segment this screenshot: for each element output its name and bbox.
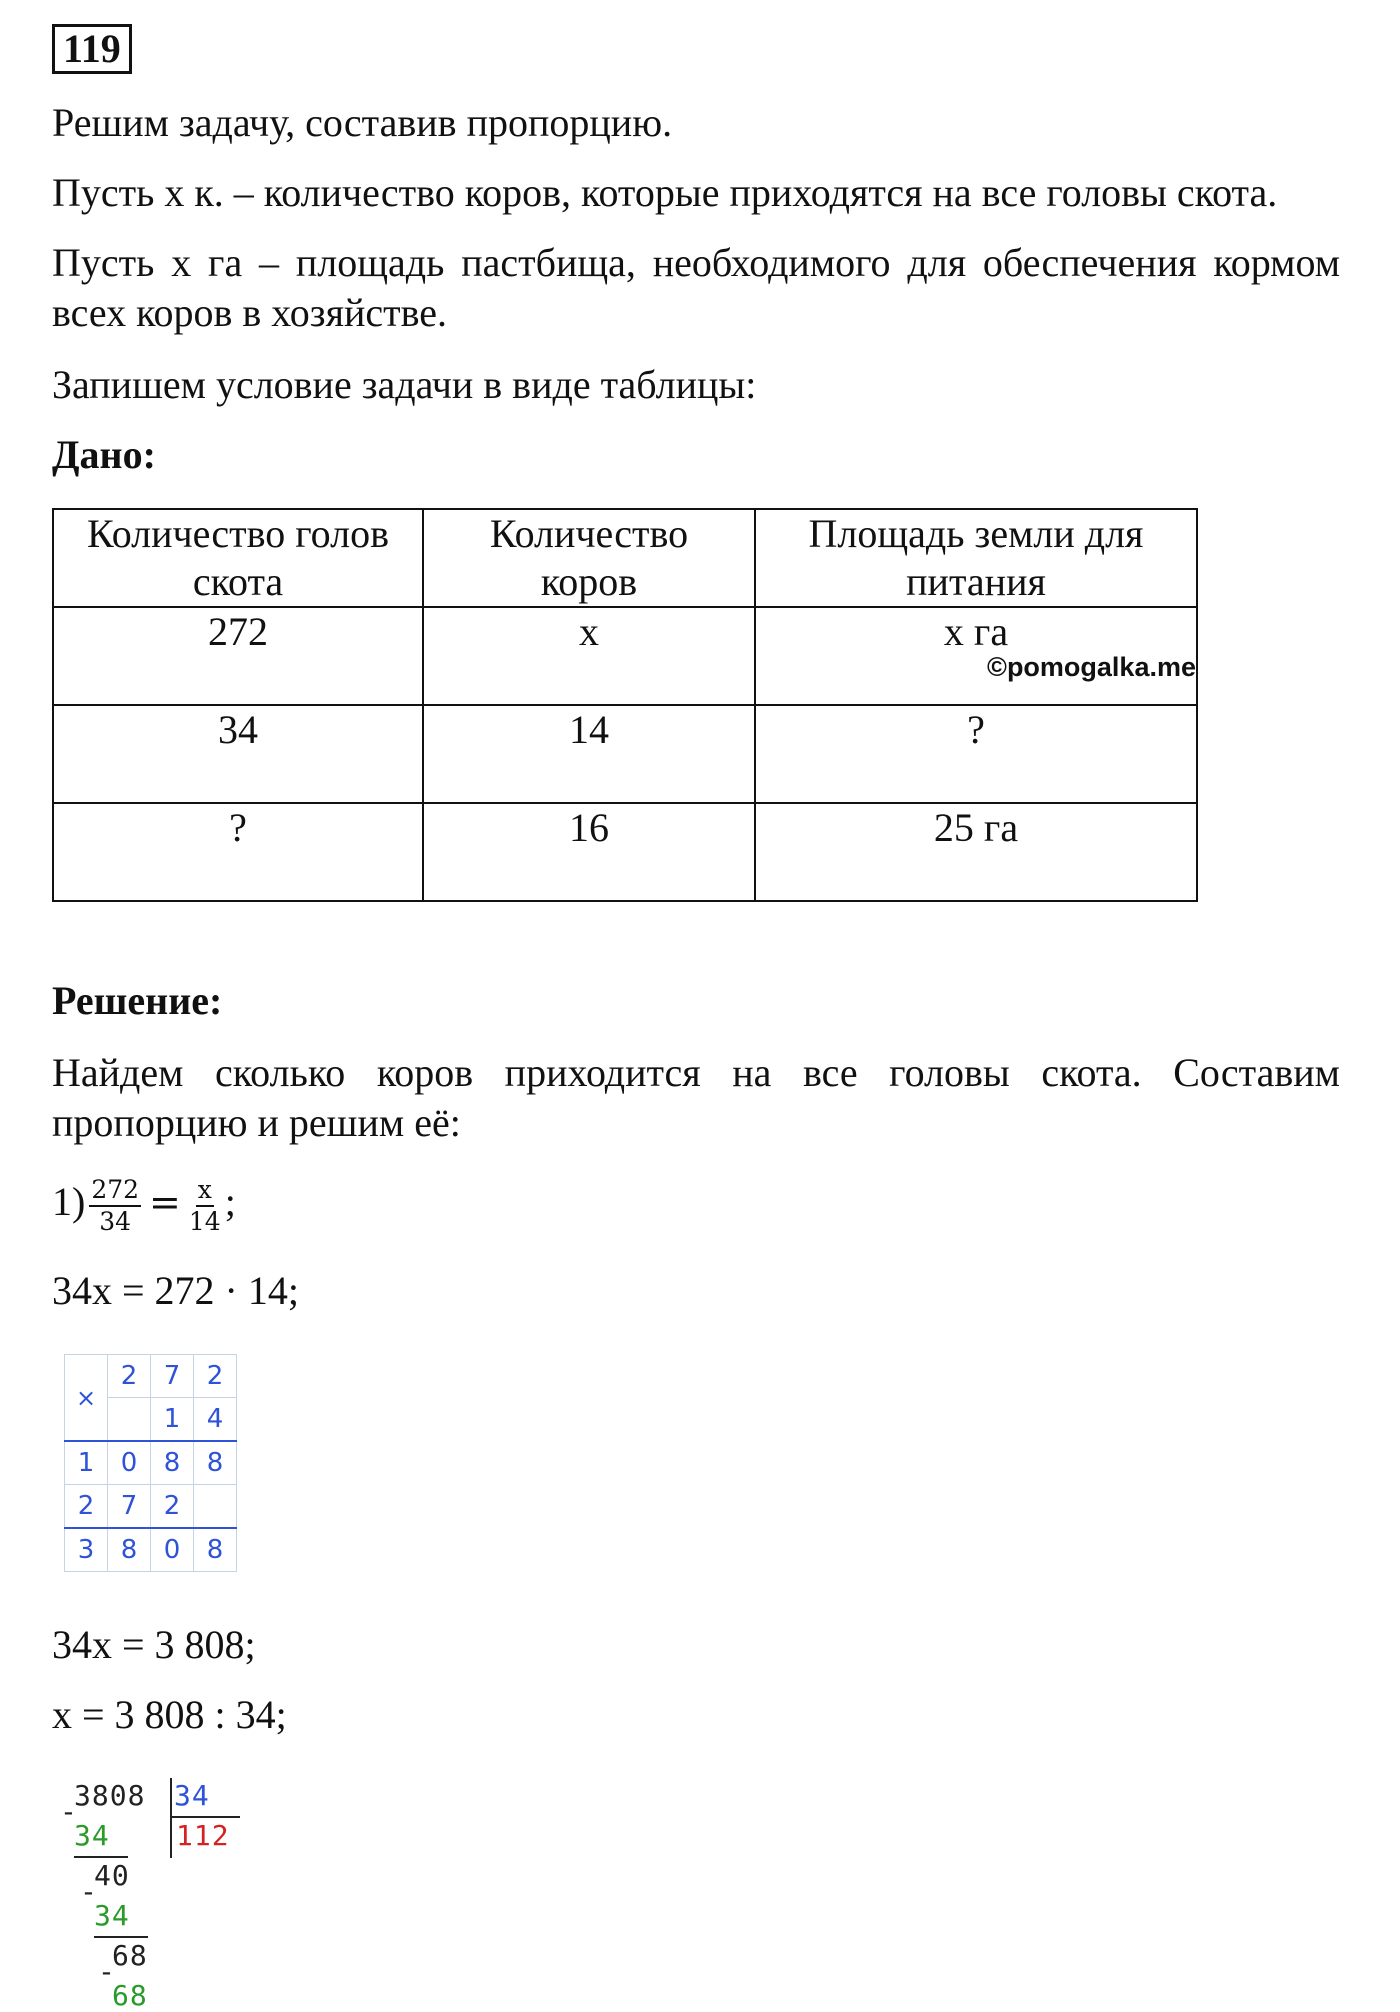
divisor: 34 [174,1779,210,1812]
fraction-left: $\frac{272}{34}$ [91,1174,140,1236]
table-cell: 16 [423,803,755,901]
intro-line-3: Пусть х га – площадь пастбища, необходимого для обеспечения кормом [52,240,1340,285]
fraction-right: $\frac{x}{14}$ [188,1174,221,1236]
header-heads: Количество голов скота [53,509,423,607]
division-step: 34 [74,1819,110,1852]
table-row [53,705,1197,803]
equation-3: 34х = 3 808; [52,1622,256,1667]
header-cows: Количество коров [423,509,755,607]
table-row [53,803,1197,901]
header-area: Площадь земли для питания [755,509,1197,607]
quotient: 112 [176,1819,230,1852]
minus-sign: - [80,1875,98,1908]
table-cell: 272 [53,607,423,705]
table-cell: 34 [53,705,423,803]
proportion-equation: 1) $\frac{272}{34}$ = $\frac{x}{14}$ ; [52,1174,236,1236]
multiplication-column: × 2 7 2 1 4 1 0 8 8 2 7 2 3 8 0 8 [64,1354,237,1572]
solution-label: Решение: [52,978,223,1023]
intro-line-2: Пусть х к. – количество коров, которые приходятся на все головы скота. [52,170,1278,215]
watermark: ©pomogalka.me [987,652,1196,682]
dividend: 3808 [74,1779,146,1812]
table-cell: х га ©pomogalka.me [755,607,1197,705]
division-step: 68 [112,1979,148,2012]
long-division [60,1770,306,2012]
multiply-sign: × [65,1355,108,1442]
solution-line-2: пропорцию и решим её: [52,1100,461,1145]
minus-sign: - [60,1795,78,1828]
intro-line-4: всех коров в хозяйстве. [52,290,448,335]
division-step: 34 [94,1899,130,1932]
equation-4: х = 3 808 : 34; [52,1692,287,1737]
equation-2: 34х = 272 · 14; [52,1268,299,1313]
table-cell: ? [755,705,1197,803]
table-cell: 25 га [755,803,1197,901]
task-number-badge: 119 [52,24,132,74]
division-step: 40 [94,1859,130,1892]
intro-line-5: Запишем условие задачи в виде таблицы: [52,362,757,407]
table-header-row [53,509,1197,607]
table-cell: х [423,607,755,705]
given-table [52,508,1198,902]
intro-line-1: Решим задачу, составив пропорцию. [52,100,673,145]
table-row [53,607,1197,705]
given-label: Дано: [52,432,156,477]
table-cell: ? [53,803,423,901]
division-step: 68 [112,1939,148,1972]
table-cell: 14 [423,705,755,803]
minus-sign: - [98,1955,116,1988]
solution-line-1: Найдем сколько коров приходится на все головы скота. Составим [52,1050,1340,1095]
